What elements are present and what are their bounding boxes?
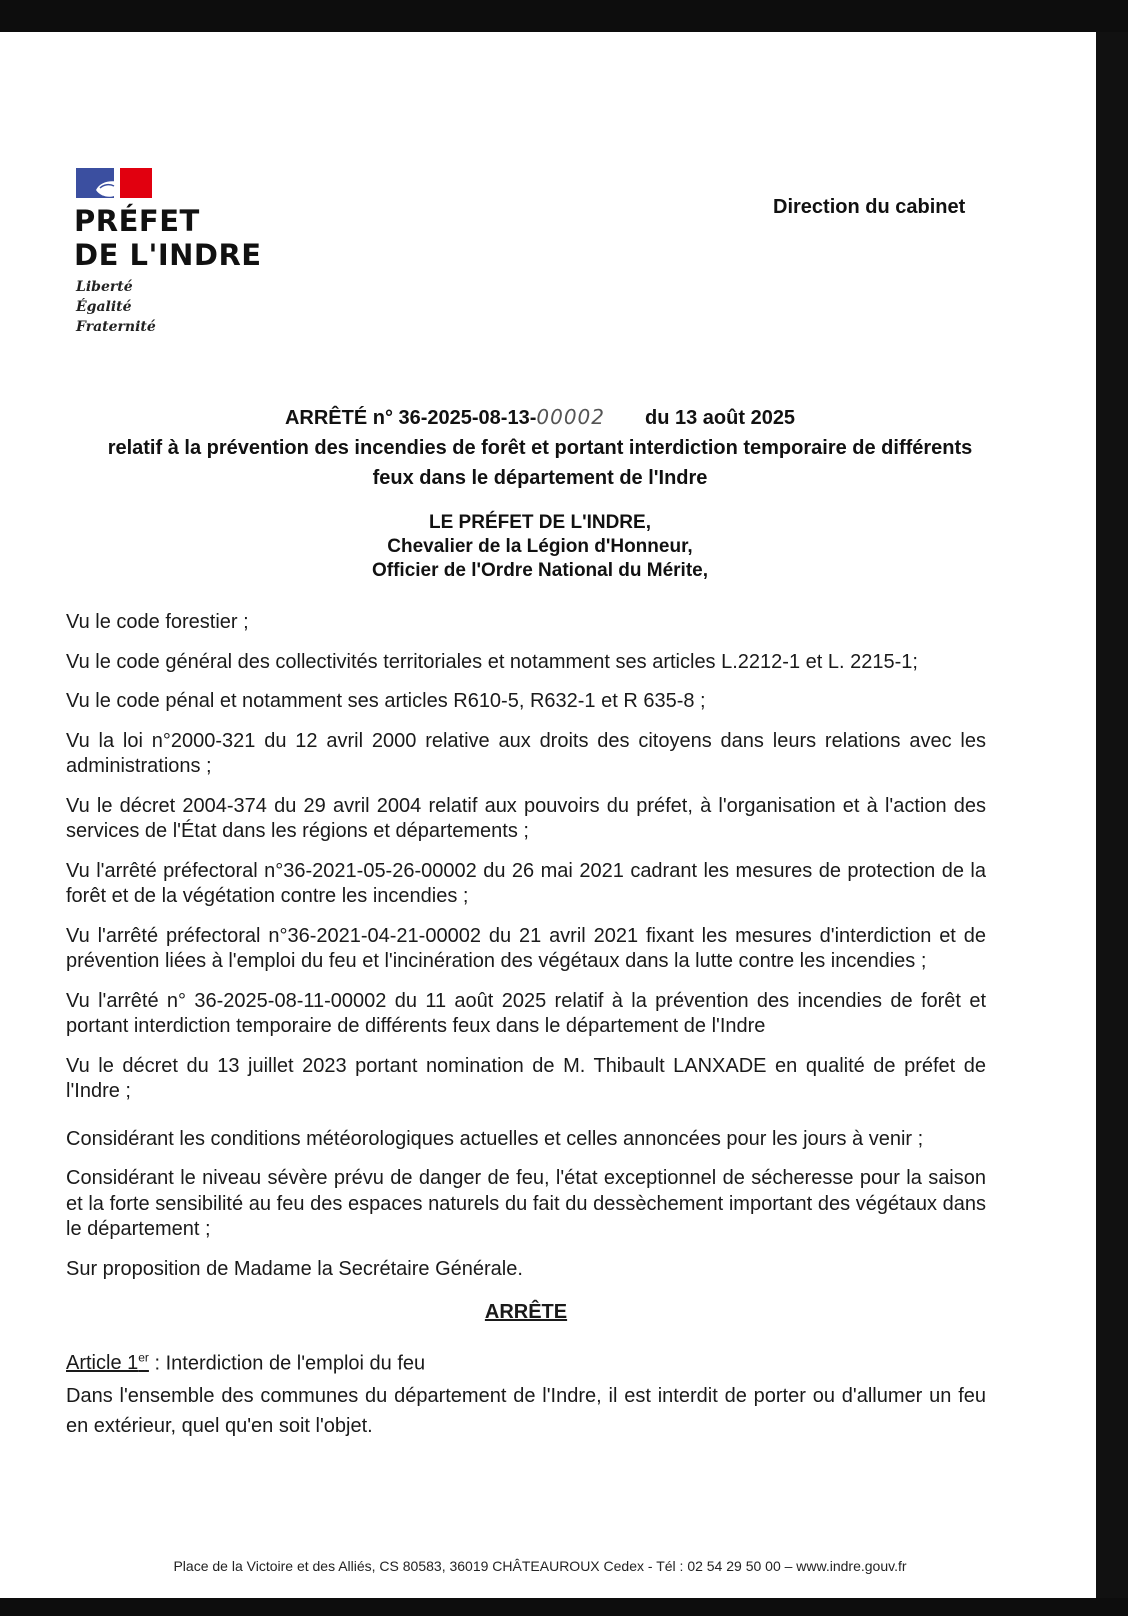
prefet-line2: Chevalier de la Légion d'Honneur,: [387, 536, 693, 557]
authority-name: [74, 204, 262, 272]
article-1-heading: : Interdiction de l'emploi du feu: [148, 1352, 426, 1375]
prefet-titles: [60, 511, 1020, 583]
arrete-number-prefix: ARRÊTÉ n° 36-2025-08-13-: [284, 407, 537, 429]
scan-border: [1096, 32, 1128, 1598]
marianne-flag-logo: [76, 168, 156, 198]
visa-2: Vu le code général des collectivités territoriales et notamment ses articles L.2212-1 et L. 2215-1;: [66, 650, 918, 673]
authority-line2: DE L'INDRE: [74, 238, 262, 272]
direction-label: Direction du cabinet: [773, 196, 966, 218]
arrete-subject-line2: feux dans le département de l'Indre: [372, 467, 708, 489]
arrete-date: du 13 août 2025: [645, 407, 796, 429]
authority-line1: PRÉFET: [74, 204, 200, 238]
visa-5: Vu le décret 2004-374 du 29 avril 2004 relatif aux pouvoirs du préfet, à l'organisation et à l'action des services de l'État dans les régions et départements ;: [66, 794, 986, 842]
considerant-1: Considérant les conditions météorologiques actuelles et celles annoncées pour les jours à venir ;: [66, 1127, 924, 1150]
footer-address: Place de la Victoire et des Alliés, CS 80583, 36019 CHÂTEAUROUX Cedex - Tél : 02 54 29 50 00 – www.indre.gouv.fr: [173, 1558, 907, 1574]
proposition: Sur proposition de Madame la Secrétaire Générale.: [66, 1257, 523, 1280]
visa-3: Vu le code pénal et notamment ses articles R610-5, R632-1 et R 635-8 ;: [66, 690, 706, 712]
prefet-line3: Officier de l'Ordre National du Mérite,: [371, 560, 709, 581]
arrete-heading: ARRÊTE: [484, 1301, 568, 1323]
arrete-title: [60, 402, 1020, 493]
article-1-body: Dans l'ensemble des communes du département de l'Indre, il est interdit de porter ou d'allumer un feu en extérieur, quel qu'en soit l'objet.: [66, 1384, 986, 1437]
motto-egalite: Égalité: [76, 299, 132, 315]
article-1-superscript: er: [138, 1350, 149, 1365]
article-1-title: [66, 1346, 986, 1377]
motto: [76, 277, 156, 337]
visa-1: Vu le code forestier ;: [66, 611, 249, 633]
prefet-line1: LE PRÉFET DE L'INDRE,: [429, 512, 651, 533]
visa-9: Vu le décret du 13 juillet 2023 portant nomination de M. Thibault LANXADE en qualité de préfet de l'Indre ;: [66, 1054, 986, 1102]
document-page: [0, 32, 1096, 1598]
considerant-2: Considérant le niveau sévère prévu de danger de feu, l'état exceptionnel de sécheresse pour la saison et la forte sensibilité au feu des espaces naturels du fait du dessèchement important des végétaux dans le département ;: [66, 1167, 986, 1240]
motto-fraternite: Fraternité: [76, 319, 156, 335]
arrete-subject-line1: relatif à la prévention des incendies de forêt et portant interdiction temporaire de différents: [107, 437, 973, 459]
visa-6: Vu l'arrêté préfectoral n°36-2021-05-26-00002 du 26 mai 2021 cadrant les mesures de protection de la forêt et de la végétation contre les incendies ;: [66, 859, 986, 907]
visa-7: Vu l'arrêté préfectoral n°36-2021-04-21-00002 du 21 avril 2021 fixant les mesures d'interdiction et de prévention liées à l'emploi du feu et l'incinération des végétaux dans la lutte contre les incendies ;: [66, 924, 986, 972]
arrete-number-line: [60, 402, 1020, 433]
motto-liberte: Liberté: [76, 279, 133, 295]
visa-8: Vu l'arrêté n° 36-2025-08-11-00002 du 11 août 2025 relatif à la prévention des incendies de forêt et portant interdiction temporaire de différents feux dans le département de l'Indre: [66, 989, 986, 1037]
document-body: [66, 610, 986, 1441]
arrete-number-handwritten: 00002: [536, 405, 605, 429]
visa-4: Vu la loi n°2000-321 du 12 avril 2000 relative aux droits des citoyens dans leurs relations avec les administrations ;: [66, 729, 986, 777]
article-1-label: Article 1er: [66, 1350, 149, 1375]
